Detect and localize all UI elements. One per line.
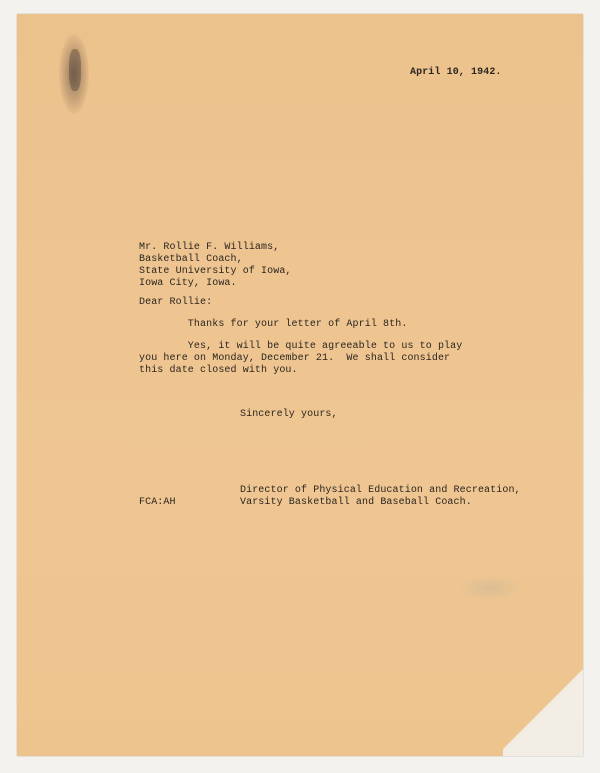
- paragraph-line: this date closed with you.: [139, 365, 298, 376]
- complimentary-close: Sincerely yours,: [240, 409, 338, 420]
- paragraph-line: you here on Monday, December 21. We shall consider: [139, 353, 451, 364]
- paragraph-line: Yes, it will be quite agreeable to us to play: [139, 341, 463, 352]
- torn-corner: [503, 616, 583, 756]
- signature-title: [240, 485, 521, 509]
- signature-line: Director of Physical Education and Recreation,: [240, 485, 521, 496]
- body-paragraph-2: [139, 341, 462, 377]
- recipient-line: State University of Iowa,: [139, 266, 292, 277]
- reference-initials: FCA:AH: [139, 497, 176, 508]
- recipient-line: Mr. Rollie F. Williams,: [139, 242, 280, 253]
- signature-line: Varsity Basketball and Baseball Coach.: [240, 497, 472, 508]
- salutation: Dear Rollie:: [139, 297, 213, 308]
- recipient-address: [139, 242, 292, 290]
- body-paragraph-1: Thanks for your letter of April 8th.: [139, 319, 408, 330]
- letter-date: April 10, 1942.: [410, 67, 502, 78]
- paper-stain: [455, 574, 525, 602]
- recipient-line: Basketball Coach,: [139, 254, 243, 265]
- letter-paper: [17, 14, 583, 756]
- ink-smudge-dark: [69, 49, 81, 91]
- recipient-line: Iowa City, Iowa.: [139, 278, 237, 289]
